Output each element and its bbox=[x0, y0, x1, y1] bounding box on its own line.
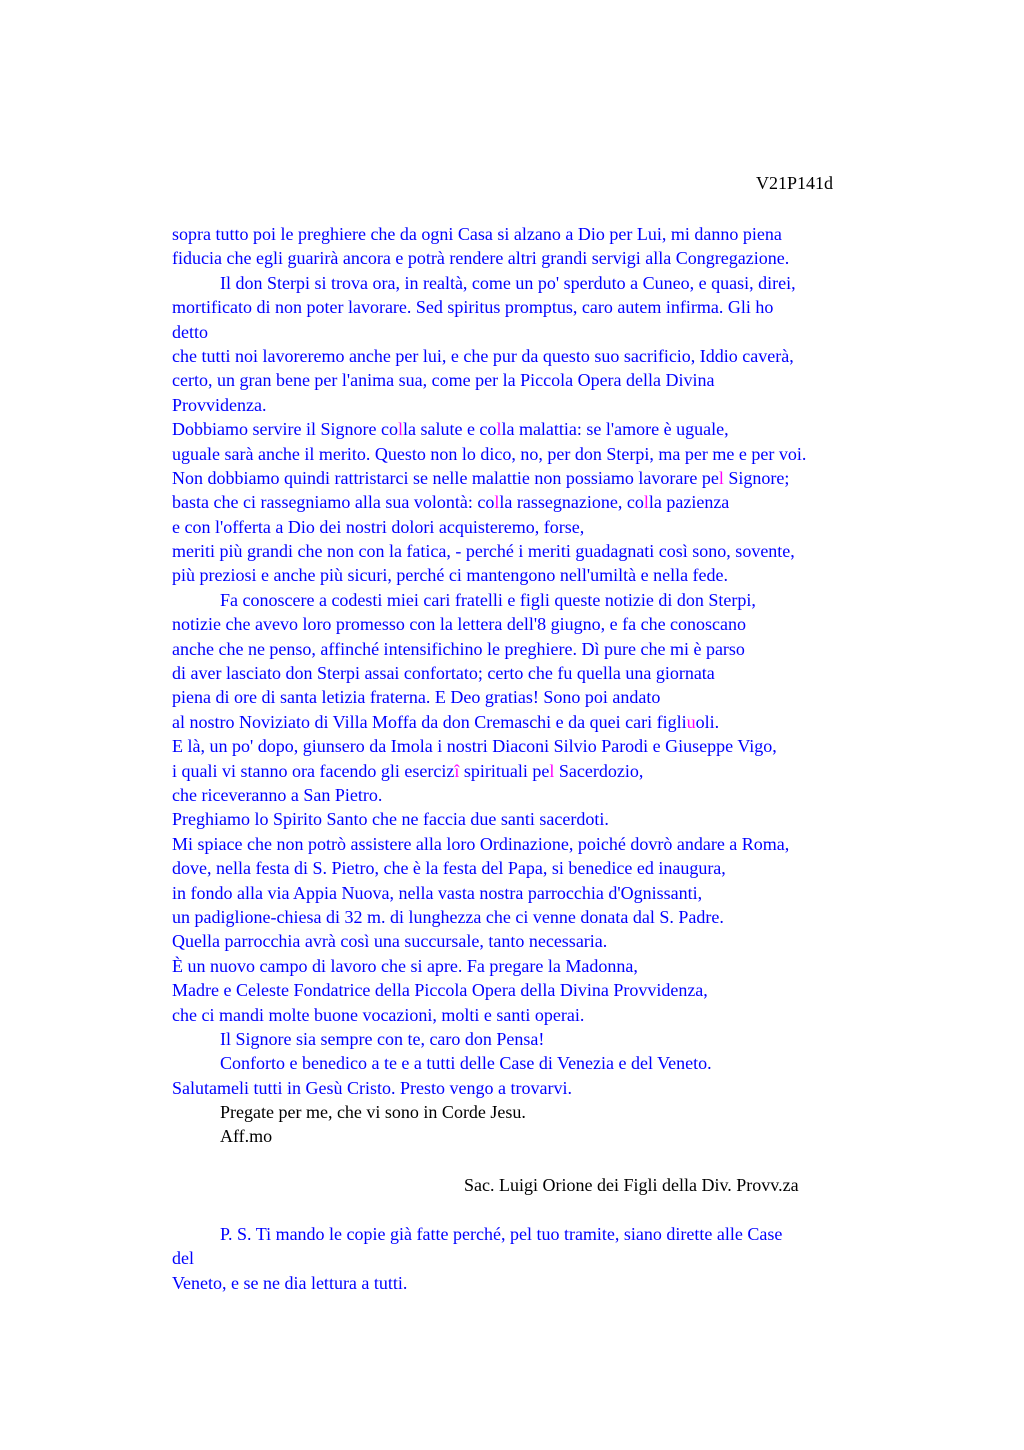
text-line: Provvidenza. bbox=[172, 394, 267, 415]
highlighted-letter: l bbox=[397, 419, 403, 440]
text-line: sopra tutto poi le preghiere che da ogni Casa si alzano a Dio per Lui, mi danno piena bbox=[172, 224, 782, 244]
text-line bbox=[172, 490, 912, 514]
blank-line bbox=[172, 1149, 912, 1173]
text-line: un padiglione-chiesa di 32 m. di lunghezza che ci venne donata dal S. Padre. bbox=[172, 906, 724, 927]
text-segment: la rassegnazione, co bbox=[499, 492, 644, 513]
text-line: Pregate per me, che vi sono in Corde Jesu. bbox=[220, 1102, 526, 1123]
text-segment: la malattia: se l'amore è uguale, bbox=[501, 419, 729, 440]
letter-body bbox=[172, 222, 912, 1295]
text-line bbox=[172, 417, 912, 441]
text-segment: Dobbiamo servire il Signore co bbox=[172, 419, 398, 440]
text-line: piena di ore di santa letizia fraterna. E Deo gratias! Sono poi andato bbox=[172, 687, 661, 708]
text-line: Salutameli tutti in Gesù Cristo. Presto vengo a trovarvi. bbox=[172, 1077, 572, 1098]
text-line: che riceveranno a San Pietro. bbox=[172, 784, 383, 805]
text-line bbox=[172, 466, 912, 490]
text-line: di aver lasciato don Sterpi assai confortato; certo che fu quella una giornata bbox=[172, 663, 715, 684]
text-line: che tutti noi lavoreremo anche per lui, e che pur da questo suo sacrificio, Iddio caverà, bbox=[172, 345, 794, 366]
text-line: E là, un po' dopo, giunsero da Imola i nostri Diaconi Silvio Parodi e Giuseppe Vigo, bbox=[172, 736, 777, 757]
text-line bbox=[172, 710, 912, 734]
text-segment: basta che ci rassegniamo alla sua volontà: co bbox=[172, 492, 495, 513]
highlighted-letter: î bbox=[454, 760, 460, 781]
text-line: Il Signore sia sempre con te, caro don Pensa! bbox=[220, 1028, 545, 1049]
text-line: meriti più grandi che non con la fatica, - perché i meriti guadagnati così sono, sovente, bbox=[172, 541, 795, 562]
text-segment: Signore; bbox=[723, 467, 790, 488]
text-segment: la salute e co bbox=[402, 419, 497, 440]
highlighted-letter: l bbox=[718, 467, 724, 488]
text-segment: spirituali pe bbox=[459, 760, 550, 781]
postscript-line: del bbox=[172, 1248, 194, 1269]
text-segment: Sacerdozio, bbox=[554, 760, 644, 781]
text-line: È un nuovo campo di lavoro che si apre. Fa pregare la Madonna, bbox=[172, 955, 638, 976]
document-id: V21P141d bbox=[756, 173, 834, 193]
blank-line bbox=[172, 1198, 912, 1222]
signature: Sac. Luigi Orione dei Figli della Div. Provv.za bbox=[464, 1175, 799, 1196]
postscript-line: Veneto, e se ne dia lettura a tutti. bbox=[172, 1272, 408, 1293]
text-segment: al nostro Noviziato di Villa Moffa da don Cremaschi e da quei cari figli bbox=[172, 711, 687, 732]
highlighted-letter: u bbox=[686, 711, 696, 732]
text-segment: i quali vi stanno ora facendo gli eserciz bbox=[172, 760, 455, 781]
text-line: detto bbox=[172, 321, 208, 342]
text-line: Madre e Celeste Fondatrice della Piccola Opera della Divina Provvidenza, bbox=[172, 980, 708, 1001]
highlighted-letter: l bbox=[494, 492, 500, 513]
text-line: Preghiamo lo Spirito Santo che ne faccia due santi sacerdoti. bbox=[172, 809, 609, 830]
highlighted-letter: l bbox=[549, 760, 555, 781]
text-segment: la pazienza bbox=[648, 492, 730, 513]
text-line: in fondo alla via Appia Nuova, nella vasta nostra parrocchia d'Ognissanti, bbox=[172, 882, 703, 903]
text-line: certo, un gran bene per l'anima sua, come per la Piccola Opera della Divina bbox=[172, 370, 715, 391]
text-segment: oli. bbox=[695, 711, 720, 732]
text-line: dove, nella festa di S. Pietro, che è la festa del Papa, si benedice ed inaugura, bbox=[172, 858, 726, 879]
text-line: e con l'offerta a Dio dei nostri dolori acquisteremo, forse, bbox=[172, 516, 585, 537]
text-line: Mi spiace che non potrò assistere alla loro Ordinazione, poiché dovrò andare a Roma, bbox=[172, 833, 790, 854]
text-line: uguale sarà anche il merito. Questo non lo dico, no, per don Sterpi, ma per me e per voi. bbox=[172, 443, 807, 464]
text-line: fiducia che egli guarirà ancora e potrà rendere altri grandi servigi alla Congregazione. bbox=[172, 248, 790, 269]
text-line: notizie che avevo loro promesso con la lettera dell'8 giugno, e fa che conoscano bbox=[172, 614, 747, 635]
text-line: Il don Sterpi si trova ora, in realtà, come un po' sperduto a Cuneo, e quasi, direi, bbox=[220, 272, 796, 293]
text-line bbox=[172, 759, 912, 783]
text-line: mortificato di non poter lavorare. Sed spiritus promptus, caro autem infirma. Gli ho bbox=[172, 297, 774, 318]
text-line: Quella parrocchia avrà così una succursale, tanto necessaria. bbox=[172, 931, 608, 952]
text-line: che ci mandi molte buone vocazioni, molti e santi operai. bbox=[172, 1004, 585, 1025]
text-segment: Non dobbiamo quindi rattristarci se nelle malattie non possiamo lavorare pe bbox=[172, 467, 719, 488]
highlighted-letter: l bbox=[496, 419, 502, 440]
postscript-line: P. S. Ti mando le copie già fatte perché, pel tuo tramite, siano dirette alle Case bbox=[220, 1224, 783, 1245]
text-line: più preziosi e anche più sicuri, perché ci mantengono nell'umiltà e nella fede. bbox=[172, 565, 729, 586]
text-line: Fa conoscere a codesti miei cari fratelli e figli queste notizie di don Sterpi, bbox=[220, 589, 756, 610]
text-line: Aff.mo bbox=[220, 1126, 273, 1147]
highlighted-letter: l bbox=[643, 492, 649, 513]
text-line: anche che ne penso, affinché intensifichino le preghiere. Dì pure che mi è parso bbox=[172, 638, 745, 659]
text-line: Conforto e benedico a te e a tutti delle Case di Venezia e del Veneto. bbox=[220, 1053, 712, 1074]
